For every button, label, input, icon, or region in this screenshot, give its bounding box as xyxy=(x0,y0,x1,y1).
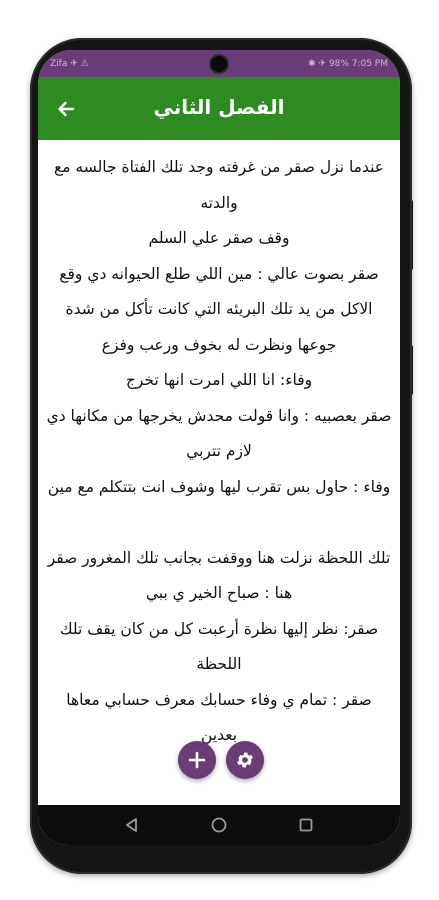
add-button[interactable] xyxy=(178,741,216,779)
settings-button[interactable] xyxy=(226,741,264,779)
arrow-back-icon[interactable] xyxy=(52,95,80,123)
text-line: وقف صقر علي السلم xyxy=(148,229,290,247)
text-line: هنا : صباح الخير ي ببي xyxy=(145,584,293,602)
square-recents-icon xyxy=(297,816,315,834)
text-line: وفاء : حاول بس تقرب ليها وشوف انت بتتكلم مع مين xyxy=(47,477,391,496)
plus-icon xyxy=(188,751,206,769)
nav-back-button[interactable] xyxy=(114,807,150,843)
text-line: صقر بصوت عالي : مين اللي طلع الحيوانه دي وقع الاكل من يد تلك البريئه التي كانت تأكل من شدة جوعها ونظرت له بخوف ورعب وفزع xyxy=(59,264,379,354)
status-right: ✱ ✈ 98% 7:05 PM xyxy=(308,58,388,69)
status-left: Zifa ✈ ⚠ xyxy=(50,58,89,69)
screen xyxy=(38,50,400,845)
triangle-back-icon xyxy=(123,816,141,834)
system-nav-bar xyxy=(38,805,400,845)
text-line: صقر بعصبيه : وانا قولت محدش يخرجها من مكانها دي لازم تتربي xyxy=(46,406,392,460)
text-line: تلك اللحظة نزلت هنا ووقفت بجانب تلك المغرور صقر xyxy=(47,548,391,567)
text-line: صقر : تمام ي وفاء حسابك معرف حسابي معاها بعدين xyxy=(66,690,372,744)
gear-icon xyxy=(235,750,255,770)
text-line: وفاء: انا اللي امرت انها تخرج xyxy=(125,371,313,389)
page-title: الفصل الثاني xyxy=(153,95,285,119)
app-bar xyxy=(38,77,400,140)
blank-line xyxy=(46,505,392,541)
nav-recents-button[interactable] xyxy=(288,807,324,843)
circle-home-icon xyxy=(210,816,228,834)
chapter-text xyxy=(38,140,400,805)
front-camera xyxy=(211,56,227,72)
text-line: عندما نزل صقر من غرفته وجد تلك الفتاة جالسه مع والدته xyxy=(53,158,385,212)
text-line: صقر: نظر إليها نظرة أرعبت كل من كان يقف تلك اللحظة xyxy=(59,619,379,673)
nav-home-button[interactable] xyxy=(201,807,237,843)
